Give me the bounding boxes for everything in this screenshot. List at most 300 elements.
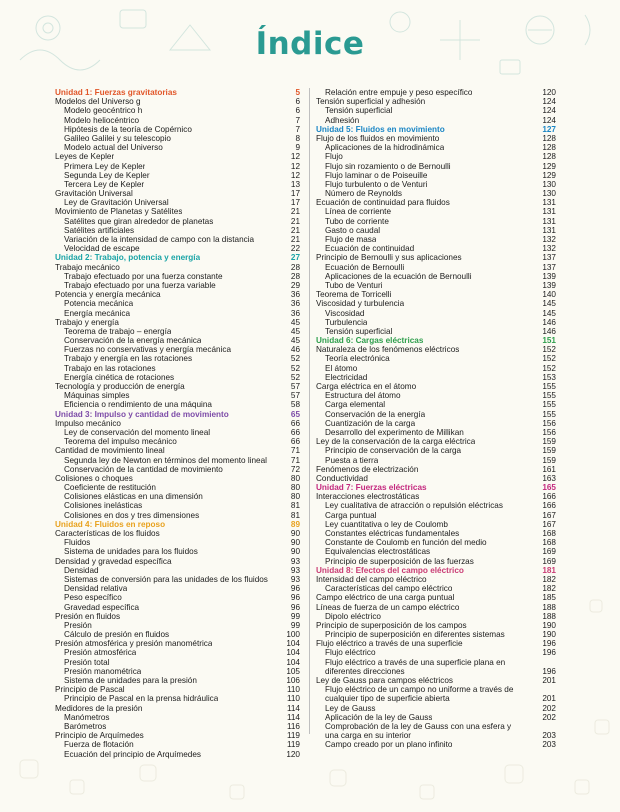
toc-entry <box>55 630 300 639</box>
toc-page-number: 72 <box>290 464 300 474</box>
toc-page-number: 163 <box>542 473 556 483</box>
toc-entry-title: Flujo eléctrico a través de una superficie plana en diferentes direcciones <box>325 657 506 676</box>
toc-entry-title: Flujo laminar o de Poiseuille <box>325 170 428 180</box>
toc-page-number: 12 <box>290 152 300 162</box>
toc-page-number: 80 <box>290 473 300 483</box>
toc-entry <box>55 152 300 161</box>
toc-entry <box>55 281 300 290</box>
toc-entry-title: Teorema de trabajo – energía <box>64 326 172 336</box>
toc-entry <box>55 391 300 400</box>
toc-entry-title: Tercera Ley de Kepler <box>64 179 145 189</box>
toc-entry-title: Colisiones o choques <box>55 473 133 483</box>
toc-unit-heading <box>316 483 556 492</box>
toc-page-number: 196 <box>542 639 556 649</box>
toc-entry <box>316 152 556 161</box>
toc-entry-title: Modelo geocéntrico h <box>64 106 143 116</box>
toc-entry-title: El átomo <box>325 363 358 373</box>
toc-entry <box>55 198 300 207</box>
toc-entry <box>55 217 300 226</box>
toc-entry-title: Campo eléctrico de una carga puntual <box>316 593 455 603</box>
column-divider <box>309 88 310 734</box>
toc-page-number: 29 <box>290 280 300 290</box>
toc-entry-title: Flujo de los fluidos en movimiento <box>316 133 440 143</box>
toc-entry-title: Tensión superficial <box>325 326 393 336</box>
toc-page-number: 140 <box>542 290 556 300</box>
toc-page-number: 203 <box>542 740 556 750</box>
toc-page-number: 159 <box>542 437 556 447</box>
toc-entry <box>55 713 300 722</box>
toc-entry-title: Relación entre empuje y peso específico <box>325 88 473 97</box>
toc-entry-title: Trabajo y energía en las rotaciones <box>64 354 193 364</box>
toc-page-number: 181 <box>542 565 556 575</box>
toc-entry-title: Potencia mecánica <box>64 299 134 309</box>
toc-page-number: 196 <box>542 666 556 676</box>
toc-entry-title: Interacciones electrostáticas <box>316 492 420 502</box>
toc-entry-title: Sistema de unidades para los fluidos <box>64 547 198 557</box>
toc-entry-title: Hipótesis de la teoría de Copérnico <box>64 124 192 134</box>
toc-entry <box>316 106 556 115</box>
toc-page-number: 46 <box>290 345 300 355</box>
toc-entry-title: Conservación de la energía mecánica <box>64 336 202 346</box>
toc-entry <box>316 520 556 529</box>
toc-entry-title: Velocidad de escape <box>64 244 140 254</box>
toc-page-number: 45 <box>290 326 300 336</box>
toc-entry-title: Modelo heliocéntrico <box>64 115 140 125</box>
toc-entry-title: Equivalencias electrostáticas <box>325 547 431 557</box>
toc-page-number: 7 <box>295 124 300 134</box>
toc-entry <box>55 750 300 759</box>
toc-entry-title: Carga eléctrica en el átomo <box>316 382 417 391</box>
toc-page-number: 139 <box>542 280 556 290</box>
toc-entry <box>316 676 556 685</box>
toc-page-number: 21 <box>290 207 300 217</box>
toc-entry <box>55 603 300 612</box>
toc-entry <box>316 547 556 556</box>
toc-entry-title: Unidad 2: Trabajo, potencia y energía <box>55 253 201 263</box>
toc-page-number: 152 <box>542 354 556 364</box>
toc-page-number: 131 <box>542 225 556 235</box>
toc-entry <box>55 419 300 428</box>
toc-entry-title: Puesta a tierra <box>325 455 379 465</box>
toc-page-number: 96 <box>290 593 300 603</box>
toc-page-number: 45 <box>290 336 300 346</box>
toc-entry <box>316 263 556 272</box>
toc-entry-title: Principio de conservación de la carga <box>325 446 462 456</box>
toc-page-number: 80 <box>290 492 300 502</box>
toc-entry <box>55 511 300 520</box>
toc-entry <box>55 584 300 593</box>
toc-entry-title: Principio de Pascal en la prensa hidráulica <box>64 694 219 704</box>
toc-page-number: 28 <box>290 271 300 281</box>
toc-page-number: 169 <box>542 547 556 557</box>
toc-entry <box>55 685 300 694</box>
toc-page-number: 128 <box>542 133 556 143</box>
toc-page-number: 137 <box>542 262 556 272</box>
toc-page-number: 159 <box>542 446 556 456</box>
toc-entry <box>316 648 556 657</box>
toc-entry <box>316 511 556 520</box>
toc-entry-title: Segunda ley de Newton en términos del momento lineal <box>64 455 267 465</box>
toc-page-number: 57 <box>290 391 300 401</box>
toc-page-number: 155 <box>542 409 556 419</box>
toc-entry-title: Flujo sin rozamiento o de Bernoulli <box>325 161 451 171</box>
toc-page-number: 169 <box>542 556 556 566</box>
toc-page-number: 201 <box>542 676 556 686</box>
toc-entry <box>55 474 300 483</box>
toc-page-number: 127 <box>542 124 556 134</box>
toc-page-number: 66 <box>290 437 300 447</box>
toc-entry <box>55 373 300 382</box>
toc-page-number: 13 <box>290 179 300 189</box>
toc-page-number: 96 <box>290 584 300 594</box>
toc-entry <box>316 116 556 125</box>
toc-entry <box>55 648 300 657</box>
toc-entry-title: Primera Ley de Kepler <box>64 161 146 171</box>
toc-entry <box>316 217 556 226</box>
toc-entry-title: Ecuación de continuidad <box>325 244 415 254</box>
toc-page-number: 202 <box>542 712 556 722</box>
toc-page-number: 71 <box>290 446 300 456</box>
toc-entry <box>55 547 300 556</box>
toc-page-number: 168 <box>542 538 556 548</box>
toc-entry <box>316 382 556 391</box>
toc-page-number: 161 <box>542 464 556 474</box>
toc-entry <box>55 483 300 492</box>
toc-entry-title: Potencia y energía mecánica <box>55 290 161 300</box>
toc-page-number: 6 <box>295 97 300 107</box>
toc-entry <box>55 116 300 125</box>
toc-entry <box>316 253 556 262</box>
toc-entry <box>55 309 300 318</box>
toc-entry <box>316 410 556 419</box>
toc-page-number: 153 <box>542 372 556 382</box>
toc-page-number: 166 <box>542 501 556 511</box>
toc-entry-title: Unidad 4: Fluidos en reposo <box>55 519 166 529</box>
toc-page-number: 81 <box>290 510 300 520</box>
toc-entry <box>316 281 556 290</box>
toc-page-number: 21 <box>290 216 300 226</box>
toc-unit-heading <box>55 520 300 529</box>
toc-entry <box>55 180 300 189</box>
toc-entry <box>316 290 556 299</box>
toc-page-number: 58 <box>290 400 300 410</box>
toc-entry <box>316 162 556 171</box>
toc-entry-title: Principio de Arquímedes <box>55 731 144 741</box>
toc-entry-title: Unidad 8: Efectos del campo eléctrico <box>316 565 464 575</box>
toc-page-number: 185 <box>542 593 556 603</box>
toc-entry-title: Trabajo efectuado por una fuerza constante <box>64 271 223 281</box>
toc-entry-title: Presión <box>64 620 92 630</box>
toc-entry <box>55 171 300 180</box>
toc-entry-title: Carga puntual <box>325 510 377 520</box>
toc-entry-title: Ecuación del principio de Arquímedes <box>64 749 201 759</box>
toc-page-number: 104 <box>286 639 300 649</box>
toc-entry-title: Viscosidad <box>325 308 365 318</box>
toc-page-number: 152 <box>542 345 556 355</box>
toc-entry <box>316 309 556 318</box>
toc-entry <box>316 575 556 584</box>
toc-page-number: 6 <box>295 106 300 116</box>
toc-entry-title: Coeficiente de restitución <box>64 483 156 493</box>
toc-entry-title: Línea de corriente <box>325 207 391 217</box>
toc-page-number: 156 <box>542 418 556 428</box>
toc-entry <box>55 437 300 446</box>
toc-entry <box>316 171 556 180</box>
toc-entry <box>316 704 556 713</box>
toc-entry-title: Modelos del Universo g <box>55 97 141 107</box>
toc-entry <box>316 88 556 97</box>
toc-entry-title: Cantidad de movimiento lineal <box>55 446 165 456</box>
toc-entry-title: Ley de Gauss <box>325 703 376 713</box>
toc-entry-title: Tensión superficial <box>325 106 393 116</box>
toc-entry-title: Principio de superposición en diferentes sistemas <box>325 630 505 640</box>
toc-page-number: 21 <box>290 225 300 235</box>
toc-entry-title: Intensidad del campo eléctrico <box>316 574 427 584</box>
toc-entry-title: Densidad <box>64 565 99 575</box>
toc-entry <box>55 226 300 235</box>
toc-page-number: 137 <box>542 253 556 263</box>
toc-entry-title: Fuerza de flotación <box>64 740 134 750</box>
toc-entry-title: Conductividad <box>316 473 368 483</box>
toc-entry <box>316 658 556 676</box>
toc-unit-heading <box>316 336 556 345</box>
toc-page-number: 129 <box>542 161 556 171</box>
toc-page-number: 128 <box>542 143 556 153</box>
toc-entry-title: Presión atmosférica <box>64 648 137 658</box>
toc-entry-title: Trabajo efectuado por una fuerza variable <box>64 280 216 290</box>
toc-entry <box>316 621 556 630</box>
toc-entry <box>316 318 556 327</box>
toc-page-number: 100 <box>286 630 300 640</box>
toc-page-number: 145 <box>542 299 556 309</box>
toc-page-number: 99 <box>290 620 300 630</box>
toc-page-number: 188 <box>542 602 556 612</box>
toc-page-number: 80 <box>290 483 300 493</box>
toc-entry-title: Flujo eléctrico de un campo no uniforme a través de cualquier tipo de superficie abierta <box>325 685 514 704</box>
toc-entry-title: Electricidad <box>325 372 368 382</box>
toc-entry <box>316 391 556 400</box>
toc-entry <box>316 603 556 612</box>
toc-page-number: 188 <box>542 611 556 621</box>
toc-page-number: 159 <box>542 455 556 465</box>
toc-entry-title: Unidad 3: Impulso y cantidad de movimiento <box>55 409 229 419</box>
toc-entry <box>316 180 556 189</box>
toc-page-number: 71 <box>290 455 300 465</box>
toc-entry-title: Conservación de la cantidad de movimiento <box>64 464 223 474</box>
toc-entry <box>316 235 556 244</box>
toc-entry <box>55 207 300 216</box>
toc-entry-title: Ley de Gauss para campos eléctricos <box>316 676 453 686</box>
toc-entry-title: Satélites artificiales <box>64 225 135 235</box>
toc-entry <box>316 529 556 538</box>
toc-entry <box>316 419 556 428</box>
toc-page-number: 52 <box>290 354 300 364</box>
toc-entry <box>55 106 300 115</box>
toc-entry-title: Medidores de la presión <box>55 703 143 713</box>
toc-entry <box>55 364 300 373</box>
toc-entry-title: Presión manométrica <box>64 666 142 676</box>
toc-page-number: 52 <box>290 363 300 373</box>
toc-page-number: 131 <box>542 216 556 226</box>
toc-entry-title: Estructura del átomo <box>325 391 401 401</box>
toc-entry <box>55 263 300 272</box>
toc-page-number: 90 <box>290 538 300 548</box>
toc-page-number: 155 <box>542 382 556 391</box>
toc-entry <box>55 354 300 363</box>
toc-entry-title: Unidad 1: Fuerzas gravitatorias <box>55 88 177 97</box>
toc-entry-title: Aplicaciones de la hidrodinámica <box>325 143 445 153</box>
toc-entry-title: Flujo eléctrico <box>325 648 376 658</box>
toc-entry <box>55 731 300 740</box>
toc-entry-title: Energía mecánica <box>64 308 130 318</box>
toc-page-number: 182 <box>542 574 556 584</box>
toc-page-number: 90 <box>290 547 300 557</box>
toc-entry <box>316 428 556 437</box>
toc-entry <box>316 446 556 455</box>
toc-page-number: 146 <box>542 326 556 336</box>
toc-entry-title: Carga elemental <box>325 400 386 410</box>
toc-page-number: 130 <box>542 189 556 199</box>
toc-entry-title: Barómetros <box>64 721 107 731</box>
toc-entry <box>316 299 556 308</box>
toc-entry <box>55 97 300 106</box>
toc-entry-title: Teoría electrónica <box>325 354 390 364</box>
toc-entry <box>316 557 556 566</box>
toc-page-number: 166 <box>542 492 556 502</box>
toc-entry <box>55 621 300 630</box>
toc-unit-heading <box>55 253 300 262</box>
toc-page-number: 66 <box>290 427 300 437</box>
toc-entry-title: Sistema de unidades para la presión <box>64 676 197 685</box>
toc-entry <box>316 226 556 235</box>
toc-page-number: 89 <box>290 519 300 529</box>
toc-entry <box>55 639 300 648</box>
toc-entry-title: Ecuación de Bernoulli <box>325 262 405 272</box>
toc-entry <box>55 299 300 308</box>
toc-entry-title: Principio de Pascal <box>55 685 125 695</box>
toc-page-number: 36 <box>290 290 300 300</box>
toc-page-number: 203 <box>542 731 556 741</box>
toc-entry <box>316 740 556 749</box>
toc-entry <box>316 189 556 198</box>
toc-page-number: 36 <box>290 308 300 318</box>
toc-entry-title: Peso específico <box>64 593 122 603</box>
toc-entry-title: Gravedad específica <box>64 602 140 612</box>
toc-entry <box>55 244 300 253</box>
toc-page-number: 7 <box>295 115 300 125</box>
toc-unit-heading <box>316 566 556 575</box>
toc-page-number: 114 <box>286 703 300 713</box>
toc-page-number: 65 <box>290 409 300 419</box>
toc-entry <box>316 465 556 474</box>
toc-column-right <box>316 88 556 750</box>
toc-entry-title: Gasto o caudal <box>325 225 381 235</box>
toc-entry-title: Presión atmosférica y presión manométrica <box>55 639 213 649</box>
toc-entry-title: Galileo Galilei y su telescopio <box>64 133 171 143</box>
toc-entry <box>316 272 556 281</box>
toc-page-number: 27 <box>290 253 300 263</box>
toc-page-number: 167 <box>542 519 556 529</box>
toc-entry-title: Ecuación de continuidad para fluidos <box>316 198 450 208</box>
toc-entry-title: Teorema del impulso mecánico <box>64 437 177 447</box>
toc-page-number: 104 <box>286 648 300 658</box>
toc-page-number: 106 <box>286 676 300 685</box>
toc-entry <box>316 685 556 703</box>
toc-entry-title: Sistemas de conversión para las unidades de los fluidos <box>64 574 268 584</box>
toc-page-number: 90 <box>290 529 300 538</box>
toc-entry-title: Principio de Bernoulli y sus aplicaciones <box>316 253 462 263</box>
toc-entry-title: Colisiones en dos y tres dimensiones <box>64 510 200 520</box>
toc-entry <box>55 290 300 299</box>
toc-entry <box>55 612 300 621</box>
toc-page-number: 190 <box>542 630 556 640</box>
toc-entry-title: Energía cinética de rotaciones <box>64 372 175 382</box>
toc-entry-title: Flujo turbulento o de Venturi <box>325 179 428 189</box>
toc-entry-title: Colisiones inelásticas <box>64 501 143 511</box>
toc-page-number: 146 <box>542 317 556 327</box>
toc-entry <box>55 134 300 143</box>
toc-entry-title: Leyes de Kepler <box>55 152 115 162</box>
toc-entry-title: Ley de la conservación de la carga eléctrica <box>316 437 476 447</box>
toc-entry-title: Máquinas simples <box>64 391 130 401</box>
toc-entry-title: Tecnología y producción de energía <box>55 382 185 391</box>
toc-unit-heading <box>55 410 300 419</box>
toc-page-number: 110 <box>286 694 300 704</box>
toc-entry <box>55 465 300 474</box>
toc-page-number: 155 <box>542 391 556 401</box>
toc-entry-title: Flujo eléctrico a través de una superficie <box>316 639 463 649</box>
toc-page-number: 8 <box>295 133 300 143</box>
toc-entry <box>55 492 300 501</box>
toc-entry-title: Desarrollo del experimento de Millikan <box>325 427 464 437</box>
toc-page-number: 155 <box>542 400 556 410</box>
toc-entry <box>55 143 300 152</box>
toc-page-number: 45 <box>290 317 300 327</box>
toc-entry <box>55 235 300 244</box>
toc-entry-title: Variación de la intensidad de campo con la distancia <box>64 235 255 244</box>
toc-page-number: 93 <box>290 565 300 575</box>
toc-entry <box>316 437 556 446</box>
toc-entry <box>55 162 300 171</box>
toc-entry <box>316 354 556 363</box>
toc-page-number: 28 <box>290 262 300 272</box>
toc-page-number: 93 <box>290 574 300 584</box>
toc-entry-title: Adhesión <box>325 115 360 125</box>
toc-entry <box>55 400 300 409</box>
toc-entry <box>55 566 300 575</box>
toc-page-number: 5 <box>295 88 300 97</box>
toc-entry <box>55 345 300 354</box>
toc-entry <box>316 97 556 106</box>
toc-entry <box>55 382 300 391</box>
toc-page-number: 12 <box>290 170 300 180</box>
toc-entry <box>316 244 556 253</box>
toc-entry <box>55 272 300 281</box>
toc-entry <box>55 593 300 602</box>
toc-page-number: 114 <box>286 712 300 722</box>
toc-entry-title: Tubo de Venturi <box>325 280 383 290</box>
toc-page-number: 104 <box>286 657 300 667</box>
toc-entry-title: Eficiencia o rendimiento de una máquina <box>64 400 212 410</box>
toc-entry-title: Movimiento de Planetas y Satélites <box>55 207 183 217</box>
toc-page-number: 99 <box>290 611 300 621</box>
toc-entry-title: Naturaleza de los fenómenos eléctricos <box>316 345 460 355</box>
toc-entry <box>316 722 556 740</box>
toc-entry-title: Unidad 6: Cargas eléctricas <box>316 336 424 346</box>
toc-page-number: 182 <box>542 584 556 594</box>
toc-entry-title: Trabajo y energía <box>55 317 119 327</box>
toc-unit-heading <box>316 125 556 134</box>
